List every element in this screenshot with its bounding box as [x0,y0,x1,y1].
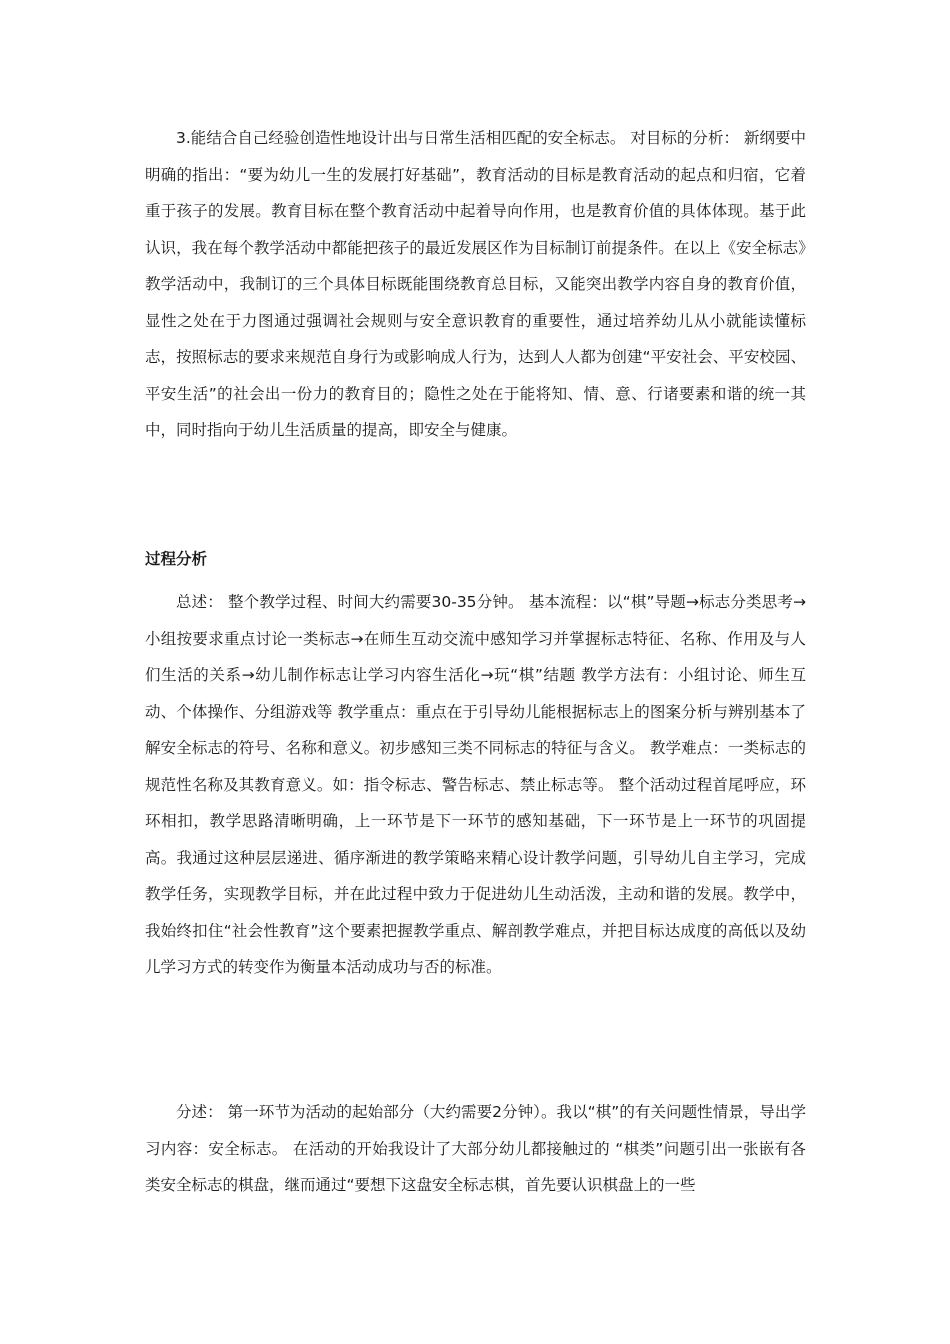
paragraph-goals-analysis: 3.能结合自己经验创造性地设计出与日常生活相匹配的安全标志。 对目标的分析： 新纲要中明确的指出：“要为幼儿一生的发展打好基础”，教育活动的目标是教育活动的起点和归宿，它着重于孩子的发展。教育目标在整个教育活动中起着导向作用，也是教育价值的具体体现。基于此认识，我在每个教学活动中都能把孩子的最近发展区作为目标制订前提条件。在以上《安全标志》教学活动中，我制订的三个具体目标既能围绕教育总目标，又能突出教学内容自身的教育价值，显性之处在于力图通过强调社会规则与安全意识教育的重要性，通过培养幼儿从小就能读懂标志，按照标志的要求来规范自身行为或影响成人行为，达到人人都为创建“平安社会、平安校园、平安生活”的社会出一份力的教育目的；隐性之处在于能将知、情、意、行诸要素和谐的统一其中，同时指向于幼儿生活质量的提高，即安全与健康。 [145,129,806,439]
section-heading-process-analysis: 过程分析 [145,550,208,568]
paragraph-overview: 总述： 整个教学过程、时间大约需要30-35分钟。 基本流程：以“棋”导题→标志分类思考→小组按要求重点讨论一类标志→在师生互动交流中感知学习并掌握标志特征、名称、作用及与人们生活的关系→幼儿制作标志让学习内容生活化→玩“棋”结题 教学方法有：小组讨论、师生互动、个体操作、分组游戏等 教学重点：重点在于引导幼儿能根据标志上的图案分析与辨别基本了解安全标志的符号、名称和意义。初步感知三类不同标志的特征与含义。 教学难点：一类标志的规范性名称及其教育意义。如：指令标志、警告标志、禁止标志等。 整个活动过程首尾呼应，环环相扣，教学思路清晰明确，上一环节是下一环节的感知基础，下一环节是上一环节的巩固提高。我通过这种层层递进、循序渐进的教学策略来精心设计教学问题，引导幼儿自主学习，完成教学任务，实现教学目标，并在此过程中致力于促进幼儿生动活泼，主动和谐的发展。教学中，我始终扣住“社会性教育”这个要素把握教学重点、解剖教学难点，并把目标达成度的高低以及幼儿学习方式的转变作为衡量本活动成功与否的标准。 [145,593,806,976]
paragraph-detail: 分述： 第一环节为活动的起始部分（大约需要2分钟）。我以“棋”的有关问题性情景，导出学习内容：安全标志。 在活动的开始我设计了大部分幼儿都接触过的 “棋类”问题引出一张嵌有各类安全标志的棋盘，继而通过“要想下这盘安全标志棋，首先要认识棋盘上的一些 [145,1103,806,1194]
